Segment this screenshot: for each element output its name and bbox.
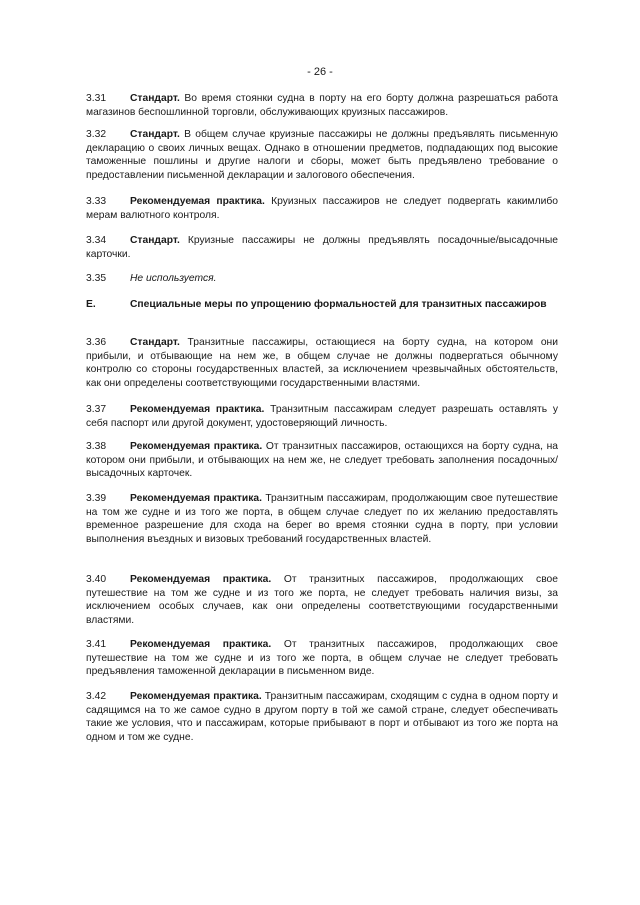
section-3-40 — [86, 573, 558, 627]
section-number: 3.32 — [86, 129, 107, 140]
section-label: Рекомендуемая практика. — [130, 441, 263, 452]
section-text: Круизных пассажиров не следует подвергать какимлибо мерам валютного контроля. — [86, 196, 558, 221]
section-label: Рекомендуемая практика. — [130, 574, 272, 585]
section-number: 3.38 — [86, 441, 107, 452]
section-number: 3.39 — [86, 493, 107, 504]
section-3-37 — [86, 403, 558, 430]
section-3-35 — [86, 272, 558, 286]
section-letter: E. — [86, 299, 96, 310]
section-number: 3.42 — [86, 691, 107, 702]
section-label: Рекомендуемая практика. — [130, 196, 265, 207]
not-used-text: Не используется. — [130, 273, 217, 284]
section-label: Стандарт. — [130, 337, 180, 348]
section-number: 3.40 — [86, 574, 107, 585]
section-3-33 — [86, 195, 558, 222]
section-text: Транзитным пассажирам следует разрешать оставлять у себя паспорт или другой документ, удостоверяющий личность. — [86, 404, 558, 429]
section-text: От транзитных пассажиров, продолжающих свое путешествие на том же судне и из того же порта, в общем случае не следует требовать предъявления таможенной декларации в письменном виде. — [86, 639, 559, 678]
section-3-34 — [86, 234, 558, 261]
section-number: 3.33 — [86, 196, 107, 207]
section-label: Стандарт. — [130, 93, 180, 104]
section-label: Рекомендуемая практика. — [130, 691, 262, 702]
section-text: Транзитным пассажирам, продолжающим свое путешествие на том же судне и из того же порта, в общем случае следует по их желанию предоставлять временное разрешение для схода на берег во время стоянки судна в порту, при условии выполнения въездных и визовых требований государственных властей. — [86, 493, 559, 545]
section-text: Транзитные пассажиры, остающиеся на борту судна, на котором они прибыли, и отбывающие на нем же, в общем случае не должны подвергаться обычному контролю со стороны государственных властей, за исключением чрезвычайных обстоятельств, как они определены соответствующими государственными властями. — [86, 337, 558, 389]
section-number: 3.35 — [86, 273, 107, 284]
section-3-41 — [86, 638, 558, 679]
section-3-32 — [86, 128, 558, 182]
section-text: Транзитным пассажирам, сходящим с судна в одном порту и садящимся на то же самое судно в другом порту в той же самой стране, следует обеспечивать такие же условия, что и пассажирам, которые прибывают в порт и отбывают из того же порта на одном и том же судне. — [86, 691, 559, 743]
section-3-39 — [86, 492, 558, 546]
section-number: 3.36 — [86, 337, 107, 348]
section-text: От транзитных пассажиров, остающихся на борту судна, на котором они прибыли, и отбывающих на нем же, не следует требовать заполнения посадочных/высадочных карточек. — [86, 441, 558, 480]
section-text: В общем случае круизные пассажиры не должны предъявлять письменную декларацию о своих личных вещах. Однако в отношении предметов, подпадающих под высокие таможенные пошлины и другие налоги и сборы, может быть предъявлено требование о предоставлении письменной декларации и залогового обеспечения. — [86, 129, 558, 181]
section-3-42 — [86, 690, 558, 744]
section-label: Рекомендуемая практика. — [130, 493, 262, 504]
section-number: 3.41 — [86, 639, 107, 650]
section-3-31 — [86, 92, 558, 119]
section-heading-text: Специальные меры по упрощению формальностей для транзитных пассажиров — [130, 299, 547, 310]
section-heading-e — [86, 298, 558, 312]
section-text: Во время стоянки судна в порту на его борту должна разрешаться работа магазинов беспошлинной торговли, обслуживающих круизных пассажиров. — [86, 93, 558, 118]
section-3-36 — [86, 336, 558, 390]
section-number: 3.37 — [86, 404, 107, 415]
section-label: Рекомендуемая практика. — [130, 639, 272, 650]
section-label: Стандарт. — [130, 235, 180, 246]
section-number: 3.34 — [86, 235, 107, 246]
section-number: 3.31 — [86, 93, 107, 104]
section-text: Круизные пассажиры не должны предъявлять посадочные/высадочные карточки. — [86, 235, 558, 260]
section-3-38 — [86, 440, 558, 481]
section-text: От транзитных пассажиров, продолжающих свое путешествие на том же судне и из того же порта, не следует требовать наличия визы, за исключением особых случаев, как они определены соответствующими государственными властями. — [86, 574, 559, 626]
section-label: Стандарт. — [130, 129, 180, 140]
section-label: Рекомендуемая практика. — [130, 404, 265, 415]
page-number: - 26 - — [307, 66, 333, 78]
